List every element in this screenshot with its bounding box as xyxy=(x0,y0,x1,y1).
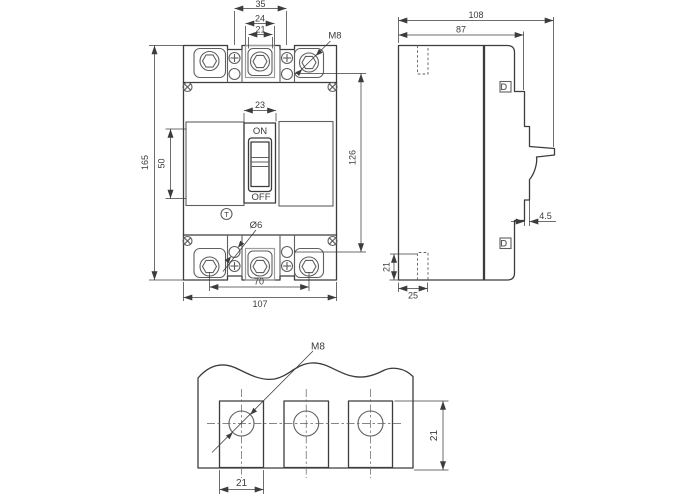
dim-35-label: 35 xyxy=(255,0,266,9)
dim-21-top-label: 21 xyxy=(255,24,266,35)
handle-window-frame xyxy=(249,138,272,192)
front-view xyxy=(140,0,366,309)
bottom-detail-view xyxy=(198,342,449,495)
dim-25-label: 25 xyxy=(407,290,419,301)
dim-23-label: 23 xyxy=(254,100,266,110)
dia6-label: Ø6 xyxy=(249,220,263,231)
dim-50 xyxy=(157,129,187,199)
mounting-slot-top-hidden xyxy=(418,46,429,75)
toggle-grip-lines xyxy=(251,158,269,167)
dim-107-label: 107 xyxy=(252,299,268,309)
dim-21-pad-width-label: 21 xyxy=(235,478,248,489)
side-view xyxy=(382,10,557,301)
hole-centerlines xyxy=(207,389,403,478)
mounting-slot-bottom-hidden xyxy=(418,253,429,281)
dim-87-label: 87 xyxy=(455,24,467,35)
dim-4-5 xyxy=(511,200,556,226)
accessory-clip-top xyxy=(500,82,511,93)
bottom-strip-screws xyxy=(229,247,293,272)
left-face-recess xyxy=(186,122,244,206)
accessory-clip-bottom xyxy=(500,238,511,249)
bottom-center-recess xyxy=(246,249,275,281)
front-body-outline xyxy=(184,46,337,281)
dim-126 xyxy=(295,74,367,253)
dim-108 xyxy=(399,10,554,147)
dim-21-pad-height-label: 21 xyxy=(429,429,440,442)
dim-24-label: 24 xyxy=(254,13,266,24)
dim-108-label: 108 xyxy=(468,10,484,20)
toggle-handle xyxy=(251,142,269,187)
dim-25 xyxy=(399,283,428,301)
right-face-recess xyxy=(279,122,333,207)
dim-23 xyxy=(244,100,276,123)
dim-4-5-label: 4.5 xyxy=(539,211,552,221)
m8-bottom-label: M8 xyxy=(311,341,325,353)
on-label: ON xyxy=(252,126,268,137)
hole-callout-dia6 xyxy=(223,220,262,272)
m8-front-label: M8 xyxy=(328,30,342,42)
dim-21-side xyxy=(382,254,418,280)
trip-test-label: T xyxy=(224,209,229,219)
dim-21-pad-height xyxy=(395,401,449,470)
side-body-outline xyxy=(399,46,555,281)
dim-165-label: 165 xyxy=(140,154,150,171)
bottom-hex-bolts xyxy=(200,257,319,276)
thread-callout-m8-front xyxy=(295,31,341,76)
dim-50-label: 50 xyxy=(156,158,167,169)
top-hex-bolts xyxy=(200,52,319,73)
off-label: OFF xyxy=(251,192,271,203)
bottom-terminal-strips xyxy=(228,235,295,276)
dim-21-side-label: 21 xyxy=(381,261,392,273)
dim-70-label: 70 xyxy=(253,276,265,287)
dim-126-label: 126 xyxy=(347,149,358,166)
